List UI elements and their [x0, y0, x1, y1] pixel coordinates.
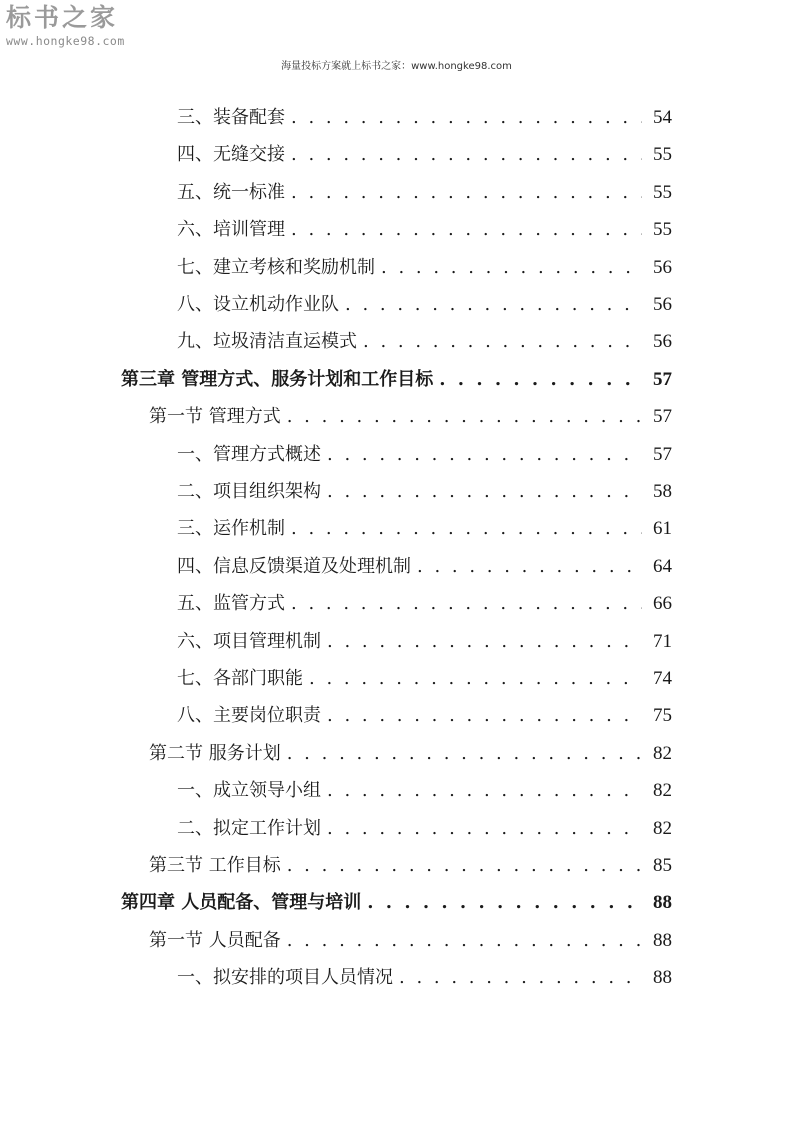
toc-entry[interactable]	[177, 250, 672, 280]
toc-leader-dots	[291, 592, 642, 616]
toc-entry[interactable]	[177, 586, 672, 616]
toc-entry-label: 二、项目组织架构	[177, 481, 321, 502]
toc-leader-dots	[345, 293, 642, 317]
toc-entry-page: 55	[653, 182, 672, 203]
toc-entry-page: 54	[653, 107, 672, 128]
toc-leader-dots	[417, 555, 642, 579]
toc-entry-page: 74	[653, 668, 672, 689]
toc-entry-label: 二、拟定工作计划	[177, 818, 321, 839]
toc-entry[interactable]	[121, 885, 672, 915]
toc-leader-dots	[367, 891, 642, 915]
toc-entry-label: 四、信息反馈渠道及处理机制	[177, 556, 411, 577]
toc-entry[interactable]	[149, 736, 672, 766]
toc-leader-dots	[287, 854, 642, 878]
toc-entry-page: 88	[653, 930, 672, 951]
toc-entry-page: 82	[653, 818, 672, 839]
toc-leader-dots	[363, 330, 642, 354]
toc-entry-page: 71	[653, 631, 672, 652]
toc-entry-label: 八、主要岗位职责	[177, 705, 321, 726]
toc-entry-label: 七、各部门职能	[177, 668, 303, 689]
toc-leader-dots	[291, 106, 642, 130]
toc-leader-dots	[327, 704, 642, 728]
toc-entry-page: 57	[653, 406, 672, 427]
toc-entry[interactable]	[177, 100, 672, 130]
toc-entry-page: 55	[653, 144, 672, 165]
toc-entry-page: 88	[653, 892, 672, 913]
toc-entry[interactable]	[177, 287, 672, 317]
toc-entry-label: 第一节 管理方式	[149, 406, 281, 427]
toc-entry-label: 八、设立机动作业队	[177, 294, 339, 315]
toc-entry-page: 66	[653, 593, 672, 614]
toc-entry-label: 第四章 人员配备、管理与培训	[121, 892, 362, 913]
toc-entry-label: 九、垃圾清洁直运模式	[177, 331, 357, 352]
toc-leader-dots	[327, 630, 642, 654]
toc-entry-page: 57	[653, 444, 672, 465]
toc-entry-label: 第二节 服务计划	[149, 743, 281, 764]
toc-entry[interactable]	[177, 137, 672, 167]
toc-entry-page: 85	[653, 855, 672, 876]
toc-entry-label: 三、运作机制	[177, 518, 285, 539]
toc-entry-label: 六、项目管理机制	[177, 631, 321, 652]
toc-entry-page: 82	[653, 780, 672, 801]
header-note: 海量投标方案就上标书之家：www.hongke98.com	[281, 61, 512, 72]
toc-leader-dots	[287, 405, 642, 429]
toc-entry-page: 82	[653, 743, 672, 764]
toc-leader-dots	[291, 517, 642, 541]
toc-leader-dots	[381, 256, 642, 280]
toc-entry[interactable]	[177, 624, 672, 654]
toc-leader-dots	[327, 779, 642, 803]
toc-entry[interactable]	[177, 811, 672, 841]
toc-entry-label: 四、无缝交接	[177, 144, 285, 165]
toc-entry-page: 75	[653, 705, 672, 726]
toc-entry-page: 55	[653, 219, 672, 240]
toc-entry-label: 六、培训管理	[177, 219, 285, 240]
toc-entry-label: 一、成立领导小组	[177, 780, 321, 801]
toc-entry[interactable]	[121, 362, 672, 392]
toc-entry[interactable]	[149, 923, 672, 953]
toc-entry[interactable]	[177, 324, 672, 354]
toc-entry-label: 一、管理方式概述	[177, 444, 321, 465]
toc-leader-dots	[439, 368, 642, 392]
toc-leader-dots	[287, 742, 642, 766]
toc-entry[interactable]	[177, 175, 672, 205]
toc-entry[interactable]	[177, 960, 672, 990]
toc-entry-label: 第三节 工作目标	[149, 855, 281, 876]
logo-title: 标书之家	[6, 3, 119, 32]
toc-entry[interactable]	[149, 399, 672, 429]
toc-entry-page: 58	[653, 481, 672, 502]
toc-entry-label: 三、装备配套	[177, 107, 285, 128]
toc-leader-dots	[327, 480, 642, 504]
toc-leader-dots	[309, 667, 642, 691]
toc-entry-page: 57	[653, 369, 672, 390]
toc-leader-dots	[399, 966, 642, 990]
toc-entry[interactable]	[177, 212, 672, 242]
toc-entry-label: 七、建立考核和奖励机制	[177, 257, 375, 278]
toc-entry[interactable]	[177, 549, 672, 579]
toc-entry[interactable]	[177, 511, 672, 541]
toc-entry[interactable]	[177, 773, 672, 803]
toc-entry-label: 五、统一标准	[177, 182, 285, 203]
toc-entry[interactable]	[177, 698, 672, 728]
toc-entry[interactable]	[177, 661, 672, 691]
logo-url: www.hongke98.com	[6, 34, 125, 48]
toc-entry-page: 56	[653, 257, 672, 278]
toc-entry-label: 第一节 人员配备	[149, 930, 281, 951]
toc-leader-dots	[327, 443, 642, 467]
toc-entry-page: 64	[653, 556, 672, 577]
toc-entry-label: 五、监管方式	[177, 593, 285, 614]
toc-leader-dots	[291, 218, 642, 242]
toc-entry-label: 第三章 管理方式、服务计划和工作目标	[121, 369, 434, 390]
toc-entry-page: 56	[653, 331, 672, 352]
toc-entry-page: 61	[653, 518, 672, 539]
toc-entry-page: 56	[653, 294, 672, 315]
toc-entry[interactable]	[177, 437, 672, 467]
site-logo	[6, 2, 166, 48]
toc-leader-dots	[291, 143, 642, 167]
toc-leader-dots	[291, 181, 642, 205]
toc-entry[interactable]	[149, 848, 672, 878]
toc-entry-label: 一、拟安排的项目人员情况	[177, 967, 393, 988]
toc-leader-dots	[327, 817, 642, 841]
toc-entry-page: 88	[653, 967, 672, 988]
toc-entry[interactable]	[177, 474, 672, 504]
toc-leader-dots	[287, 929, 642, 953]
